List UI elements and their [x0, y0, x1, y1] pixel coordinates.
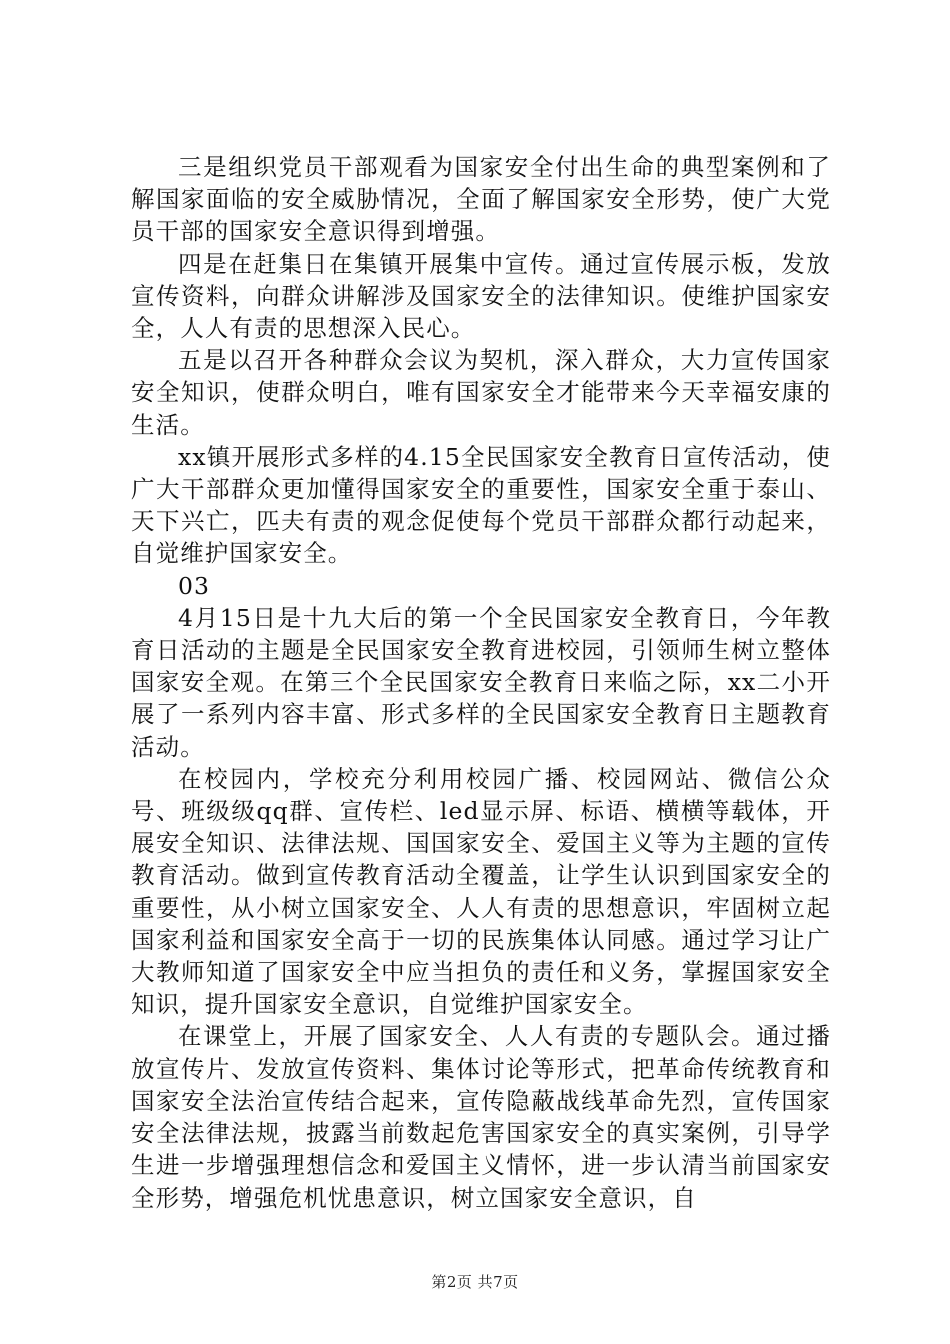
paragraph-point-three: 三是组织党员干部观看为国家安全付出生命的典型案例和了解国家面临的安全威胁情况，全面了解国家安全形势，使广大党员干部的国家安全意识得到增强。 [131, 153, 831, 246]
document-body [131, 151, 831, 1214]
paragraph-town-summary: xx镇开展形式多样的4.15全民国家安全教育日宣传活动，使广大干部群众更加懂得国家安全的重要性，国家安全重于泰山、天下兴亡，匹夫有责的观念促使每个党员干部群众都行动起来，自觉维护国家安全。 [131, 442, 831, 568]
paragraph-campus-activities: 在校园内，学校充分利用校园广播、校园网站、微信公众号、班级级qq群、宣传栏、led显示屏、标语、横横等载体，开展安全知识、法律法规、国国家安全、爱国主义等为主题的宣传教育活动。做到宣传教育活动全覆盖，让学生认识到国家安全的重要性，从小树立国家安全、人人有责的思想意识，牢固树立起国家利益和国家安全高于一切的民族集体认同感。通过学习让广大教师知道了国家安全中应当担负的责任和义务，掌握国家安全知识，提升国家安全意识，自觉维护国家安全。 [131, 764, 831, 1019]
paragraph-point-five: 五是以召开各种群众会议为契机，深入群众，大力宣传国家安全知识，使群众明白，唯有国家安全才能带来今天幸福安康的生活。 [131, 346, 831, 439]
paragraph-classroom-activities: 在课堂上，开展了国家安全、人人有责的专题队会。通过播放宣传片、发放宣传资料、集体讨论等形式，把革命传统教育和国家安全法治宣传结合起来，宣传隐蔽战线革命先烈，宣传国家安全法律法规，披露当前数起危害国家安全的真实案例，引导学生进一步增强理想信念和爱国主义情怀，进一步认清当前国家安全形势，增强危机忧患意识，树立国家安全意识，自 [131, 1022, 831, 1212]
paragraph-point-four: 四是在赶集日在集镇开展集中宣传。通过宣传展示板，发放宣传资料，向群众讲解涉及国家安全的法律知识。使维护国家安全，人人有责的思想深入民心。 [131, 249, 831, 343]
paragraph-education-day: 4月15日是十九大后的第一个全民国家安全教育日，今年教育日活动的主题是全民国家安全教育进校园，引领师生树立整体国家安全观。在第三个全民国家安全教育日来临之际，xx二小开展了一系列内容丰富、形式多样的全民国家安全教育日主题教育活动。 [131, 603, 831, 761]
page-footer: 第2页 共7页 [431, 1273, 519, 1291]
section-number: 03 [178, 571, 211, 600]
